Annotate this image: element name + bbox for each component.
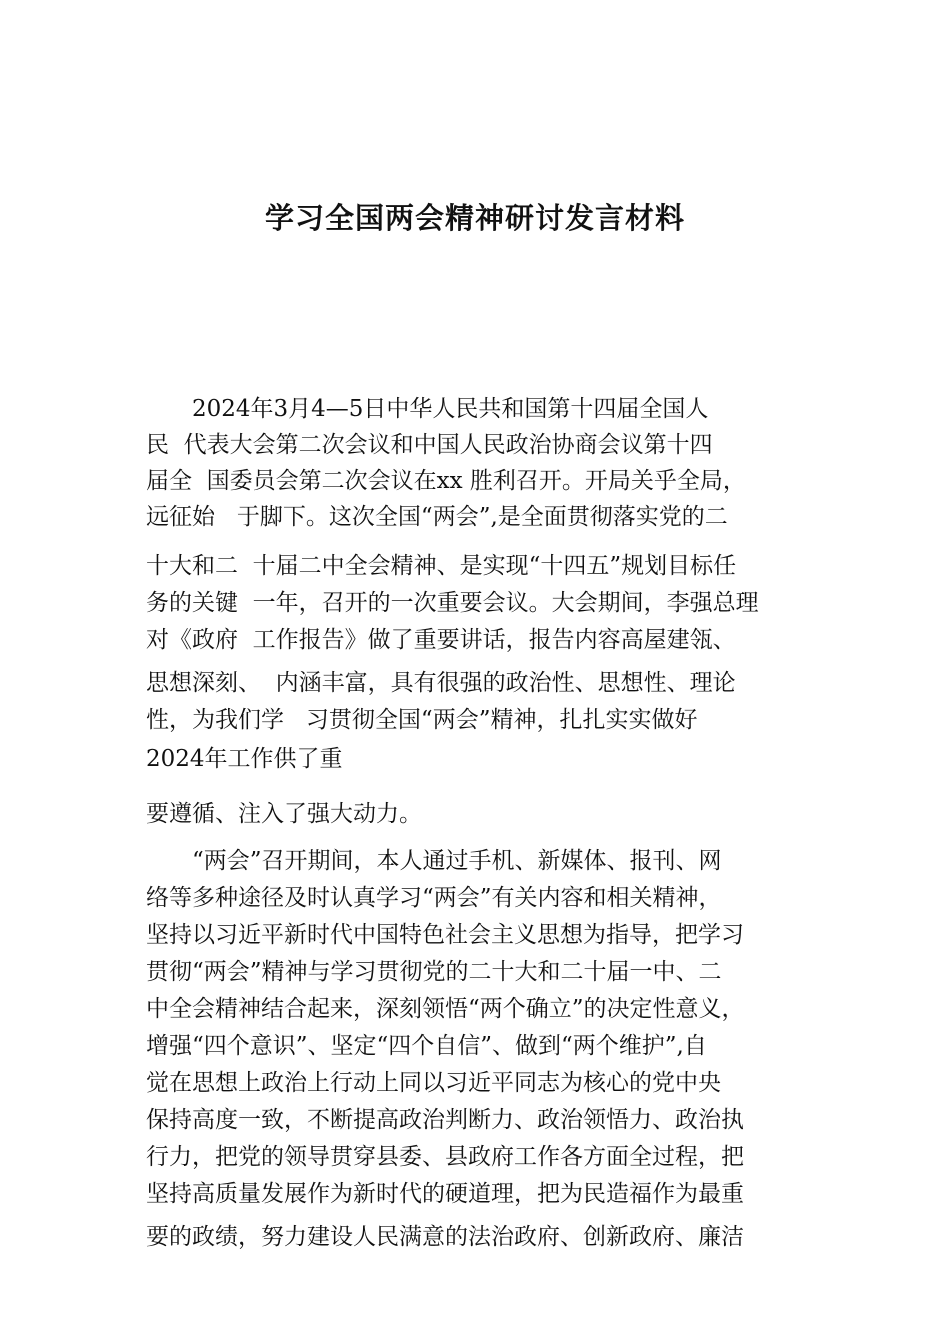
paragraph-1-line: 思想深刻、 内涵丰富，具有很强的政治性、思想性、理论 — [146, 670, 736, 696]
paragraph-1-line: 届全 国委员会第二次会议在xx 胜利召开。开局关乎全局， — [146, 468, 746, 494]
paragraph-2-line: 贯彻“两会”精神与学习贯彻党的二十大和二十届一中、二 — [146, 959, 722, 985]
paragraph-2-line: 要的政绩，努力建设人民满意的法治政府、创新政府、廉洁 — [146, 1224, 744, 1250]
document-title: 学习全国两会精神研讨发言材料 — [264, 201, 685, 235]
paragraph-2-line: 络等多种途径及时认真学习“两会”有关内容和相关精神， — [146, 885, 722, 911]
paragraph-1-line: 对《政府 工作报告》做了重要讲话，报告内容高屋建瓴、 — [146, 627, 736, 653]
paragraph-2-line: 中全会精神结合起来，深刻领悟“两个确立”的决定性意义， — [146, 996, 745, 1022]
paragraph-2-line: 坚持高质量发展作为新时代的硬道理，把为民造福作为最重 — [146, 1181, 744, 1207]
paragraph-2-line: 行力，把党的领导贯穿县委、县政府工作各方面全过程，把 — [146, 1144, 744, 1170]
paragraph-2-line: “两会”召开期间，本人通过手机、新媒体、报刊、网 — [146, 848, 722, 874]
paragraph-1-line: 十大和二 十届二中全会精神、是实现“十四五”规划目标任 — [146, 553, 737, 579]
paragraph-2-line: 坚持以习近平新时代中国特色社会主义思想为指导，把学习 — [146, 922, 744, 948]
paragraph-1-line: 务的关键 一年，召开的一次重要会议。大会期间，李强总理 — [146, 590, 759, 616]
paragraph-1-line: 民 代表大会第二次会议和中国人民政治协商会议第十四 — [146, 432, 713, 458]
paragraph-1-line: 2024年3月4—5日中华人民共和国第十四届全国人 — [146, 396, 709, 422]
paragraph-1-line: 2024年工作供了重 — [146, 746, 343, 772]
paragraph-2-line: 增强“四个意识”、坚定“四个自信”、做到“两个维护”,自 — [146, 1033, 707, 1059]
paragraph-2-line: 觉在思想上政治上行动上同以习近平同志为核心的党中央 — [146, 1070, 721, 1096]
paragraph-1-tail: 要遵循、注入了强大动力。 — [146, 801, 422, 827]
paragraph-1-line: 性，为我们学 习贯彻全国“两会”精神，扎扎实实做好 — [146, 707, 698, 733]
paragraph-1-line: 远征始 于脚下。这次全国“两会”,是全面贯彻落实党的二 — [146, 504, 728, 530]
paragraph-2-line: 保持高度一致，不断提高政治判断力、政治领悟力、政治执 — [146, 1107, 744, 1133]
